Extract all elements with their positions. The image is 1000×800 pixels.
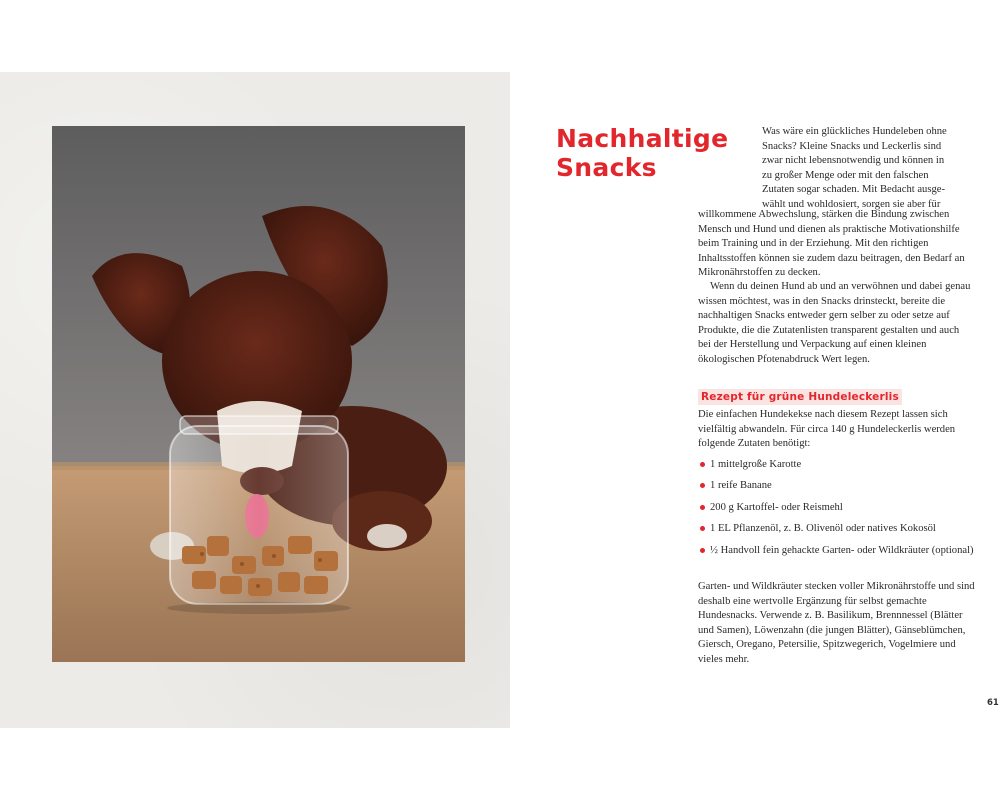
dog-in-jar-illustration [52, 126, 465, 662]
left-page [0, 72, 510, 728]
recipe-intro: Die einfachen Hundekekse nach diesem Rezept lassen sich vielfältig abwandeln. Für circa 140 g Hundeleckerlis werden folgende Zutaten benötigt: [698, 409, 956, 450]
ingredient-item [698, 479, 978, 493]
ingredient-item [698, 458, 978, 472]
intro-text [698, 125, 968, 213]
right-page [510, 72, 1000, 728]
intro-line: Snacks? Kleine Snacks und Leckerlis sind [762, 140, 942, 152]
title-line-1: Nachhaltige [556, 124, 729, 153]
intro-line: wählt und wohldosiert, sorgen sie aber für [762, 198, 941, 210]
recipe-heading: Rezept für grüne Hundeleckerlis [698, 389, 902, 405]
page-number: 61 [987, 698, 999, 708]
outro-paragraph: Garten- und Wildkräuter stecken voller Mikronährstoffe und sind deshalb eine wertvolle Ergänzung für selbst gemachte Hundesnacks. Verwende z. B. Basilikum, Brennnessel (Blätter und Samen), Löwenzahn (die jungen Blätter), Gänseblümchen, Giersch, Oregano, Petersilie, Spitzwegerich, Vogelmiere und vieles mehr. [698, 581, 975, 665]
bullet-icon [700, 483, 705, 488]
ingredient-text: 200 g Kartoffel- oder Reismehl [710, 501, 843, 513]
bullet-icon [700, 505, 705, 510]
ingredient-text: 1 reife Banane [710, 480, 772, 492]
title-line-2: Snacks [556, 153, 657, 182]
bullet-icon [700, 462, 705, 467]
ingredient-item [698, 501, 978, 515]
ingredient-text: ½ Handvoll fein gehackte Garten- oder Wildkräuter (optional) [710, 544, 974, 556]
bullet-icon [700, 548, 705, 553]
intro-line: Was wäre ein glückliches Hundeleben ohne [762, 126, 947, 137]
ingredient-item [698, 544, 978, 558]
bullet-icon [700, 526, 705, 531]
dog-photo [52, 126, 465, 662]
paragraph-2: Wenn du deinen Hund ab und an verwöhnen und dabei genau wissen möchtest, was in den Snacks drinsteckt, bereite die nachhaltigen Snacks entweder gern selber zu oder setze auf Produkte, die die Zutatenlisten transparent gestalten und auch bei der Herstellung und Verpackung auf einen kleinen ökologischen Pfotenabdruck Wert legen. [698, 281, 971, 365]
ingredient-list [698, 458, 978, 565]
paragraph-1-continuation: willkommene Abwechslung, stärken die Bindung zwischen Mensch und Hund und dienen als praktische Motivationshilfe beim Training und in der Erziehung. Mit den richtigen Inhaltsstoffen können sie zudem dazu beitragen, den Bedarf an Mikronährstoffen zu decken. [698, 209, 965, 279]
intro-line: zwar nicht lebensnotwendig und können in [762, 155, 945, 167]
intro-line: Zutaten sogar schaden. Mit Bedacht ausge- [762, 184, 945, 196]
ingredient-item [698, 522, 978, 536]
ingredient-text: 1 mittelgroße Karotte [710, 459, 802, 470]
ingredient-text: 1 EL Pflanzenöl, z. B. Olivenöl oder natives Kokosöl [710, 523, 936, 535]
intro-line: zu großer Menge oder mit den falschen [762, 169, 929, 181]
